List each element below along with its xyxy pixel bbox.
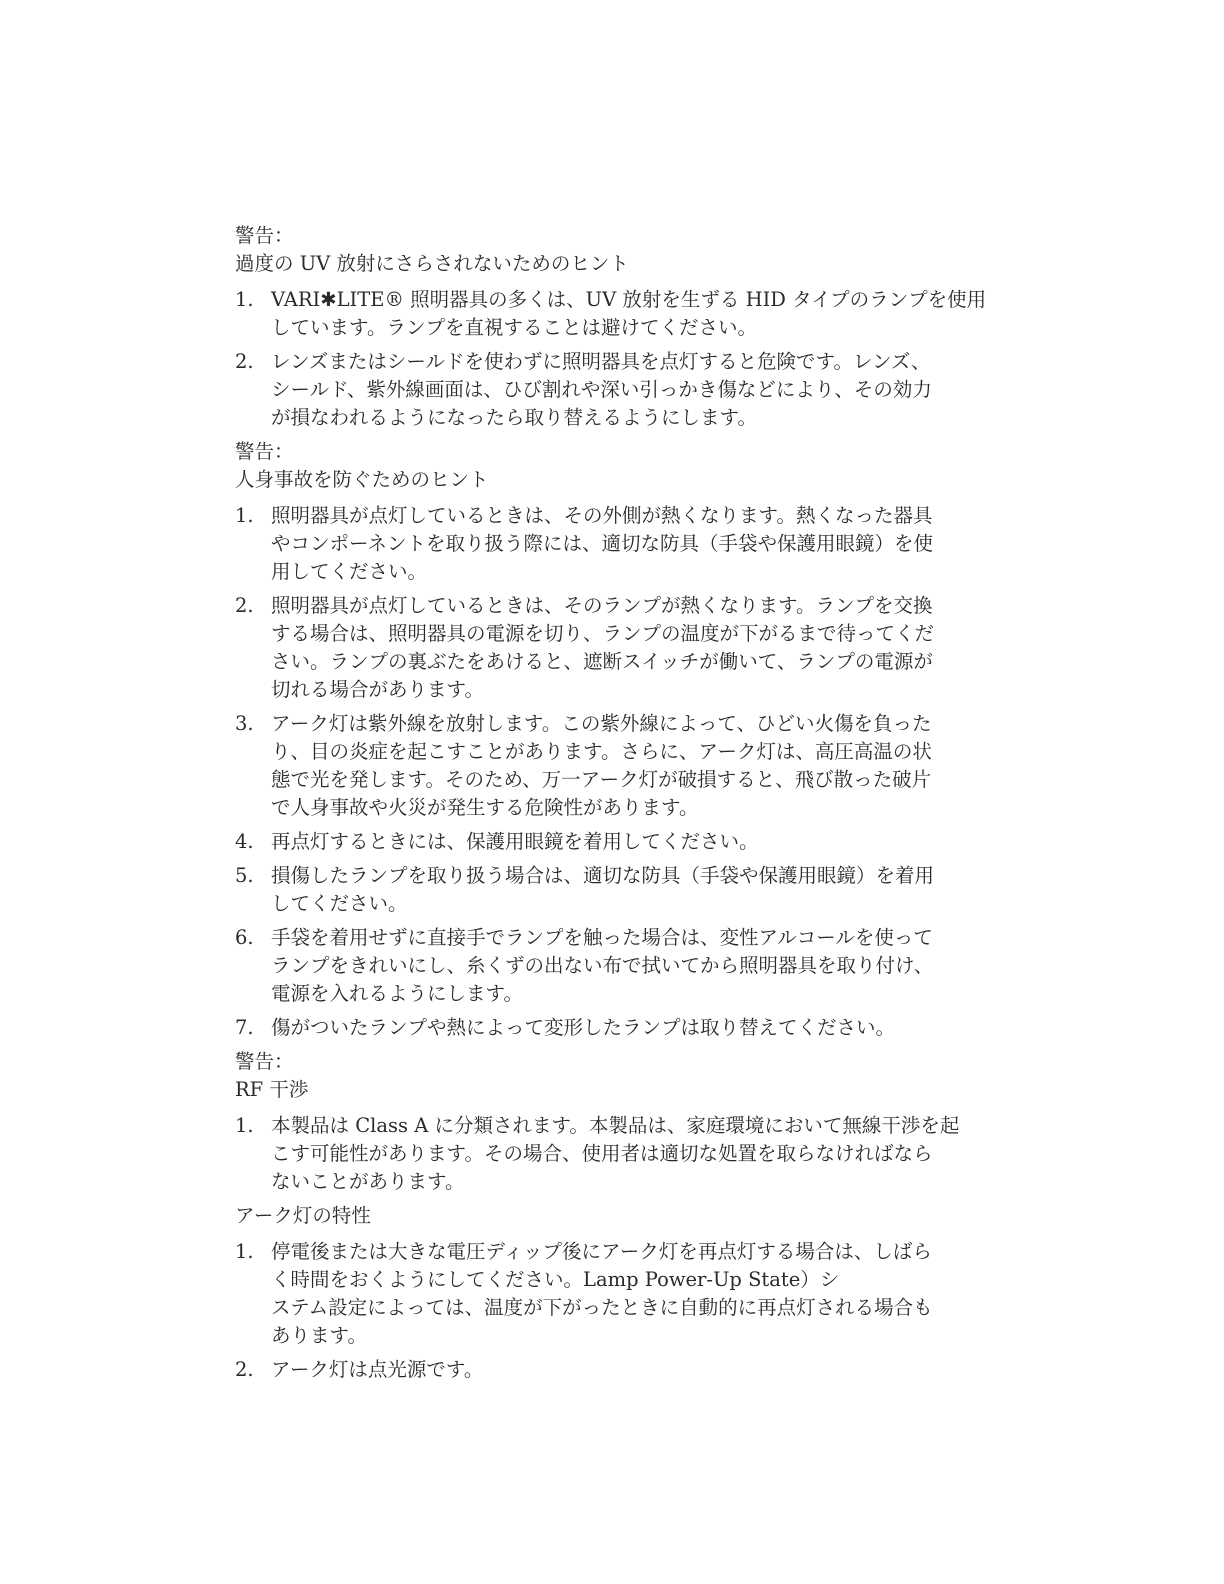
warning-label: 警告： — [235, 224, 294, 247]
item-number: 1. — [235, 1240, 254, 1263]
list-item — [235, 1238, 1025, 1350]
item-line: り、目の炎症を起こすことがあります。さらに、アーク灯は、高圧高温の状 — [271, 740, 932, 763]
hint-list — [235, 1238, 1025, 1384]
item-line: 再点灯するときには、保護用眼鏡を着用してください。 — [271, 830, 759, 853]
hint-list — [235, 1112, 1025, 1196]
item-number: 5. — [235, 864, 254, 887]
item-line: シールド、紫外線画面は、ひび割れや深い引っかき傷などにより、その効力 — [271, 378, 932, 401]
item-number: 2. — [235, 350, 254, 373]
list-item — [235, 710, 1025, 822]
list-item — [235, 1014, 1025, 1042]
item-line: 本製品は Class A に分類されます。本製品は、家庭環境において無線干渉を起 — [271, 1114, 960, 1137]
list-item — [235, 592, 1025, 704]
item-line: 照明器具が点灯しているときは、そのランプが熱くなります。ランプを交換 — [271, 594, 933, 617]
section-arc-lamp — [235, 1202, 1025, 1384]
section-rf-warning — [235, 1048, 1025, 1196]
warning-label: 警告： — [235, 440, 294, 463]
item-line: する場合は、照明器具の電源を切り、ランプの温度が下がるまで待ってくだ — [271, 622, 935, 645]
item-line: さい。ランプの裏ぶたをあけると、遮断スイッチが働いて、ランプの電源が — [271, 650, 933, 673]
item-number: 1. — [235, 1114, 254, 1137]
section-title: 過度の UV 放射にさらされないためのヒント — [235, 252, 629, 275]
hint-list — [235, 502, 1025, 1042]
item-line: 手袋を着用せずに直接手でランプを触った場合は、変性アルコールを使って — [271, 926, 933, 949]
item-line: レンズまたはシールドを使わずに照明器具を点灯すると危険です。レンズ、 — [271, 350, 931, 373]
list-item — [235, 862, 1025, 918]
item-line: あります。 — [271, 1324, 367, 1347]
item-line: 電源を入れるようにします。 — [271, 982, 523, 1005]
item-line: こす可能性があります。その場合、使用者は適切な処置を取らなければなら — [271, 1142, 933, 1165]
list-item — [235, 348, 1025, 432]
section-injury-warning — [235, 438, 1025, 1042]
list-item — [235, 502, 1025, 586]
list-item — [235, 828, 1025, 856]
item-line: やコンポーネントを取り扱う際には、適切な防具（手袋や保護用眼鏡）を使 — [271, 532, 934, 555]
item-number: 2. — [235, 1358, 254, 1381]
document-page — [235, 222, 1025, 1390]
item-line: アーク灯は紫外線を放射します。この紫外線によって、ひどい火傷を負った — [271, 712, 932, 735]
item-line: 損傷したランプを取り扱う場合は、適切な防具（手袋や保護用眼鏡）を着用 — [271, 864, 935, 887]
list-item — [235, 1356, 1025, 1384]
item-line: してください。 — [271, 892, 408, 915]
item-line: 傷がついたランプや熱によって変形したランプは取り替えてください。 — [271, 1016, 896, 1039]
item-line: 照明器具が点灯しているときは、その外側が熱くなります。熱くなった器具 — [271, 504, 933, 527]
warning-label: 警告： — [235, 1050, 294, 1073]
list-item — [235, 924, 1025, 1008]
item-line: ないことがあります。 — [271, 1170, 465, 1193]
item-number: 4. — [235, 830, 254, 853]
item-line: ランプをきれいにし、糸くずの出ない布で拭いてから照明器具を取り付け、 — [271, 954, 934, 977]
section-uv-warning — [235, 222, 1025, 432]
section-title: アーク灯の特性 — [235, 1204, 371, 1227]
item-number: 3. — [235, 712, 254, 735]
item-number: 1. — [235, 288, 254, 311]
item-number: 7. — [235, 1016, 254, 1039]
section-title: 人身事故を防ぐためのヒント — [235, 468, 489, 491]
item-line: VARI✱LITE® 照明器具の多くは、UV 放射を生ずる HID タイプのランプを使用 — [271, 288, 987, 311]
item-number: 1. — [235, 504, 254, 527]
section-title: RF 干渉 — [235, 1078, 309, 1101]
item-line: 用してください。 — [271, 560, 428, 583]
item-line: で人身事故や火災が発生する危険性があります。 — [271, 796, 699, 819]
item-line: が損なわれるようになったら取り替えるようにします。 — [271, 406, 757, 429]
item-line: 停電後または大きな電圧ディップ後にアーク灯を再点灯する場合は、しばら — [271, 1240, 932, 1263]
hint-list — [235, 286, 1025, 432]
item-line: アーク灯は点光源です。 — [271, 1358, 484, 1381]
list-item — [235, 1112, 1025, 1196]
item-number: 6. — [235, 926, 254, 949]
item-line: 態で光を発します。そのため、万一アーク灯が破損すると、飛び散った破片 — [271, 768, 932, 791]
item-line: ステム設定によっては、温度が下がったときに自動的に再点灯される場合も — [271, 1296, 933, 1319]
list-item — [235, 286, 1025, 342]
item-number: 2. — [235, 594, 254, 617]
item-line: 切れる場合があります。 — [271, 678, 484, 701]
item-line: しています。ランプを直視することは避けてください。 — [271, 316, 757, 339]
item-line: く時間をおくようにしてください。Lamp Power-Up State）シ — [271, 1268, 840, 1291]
